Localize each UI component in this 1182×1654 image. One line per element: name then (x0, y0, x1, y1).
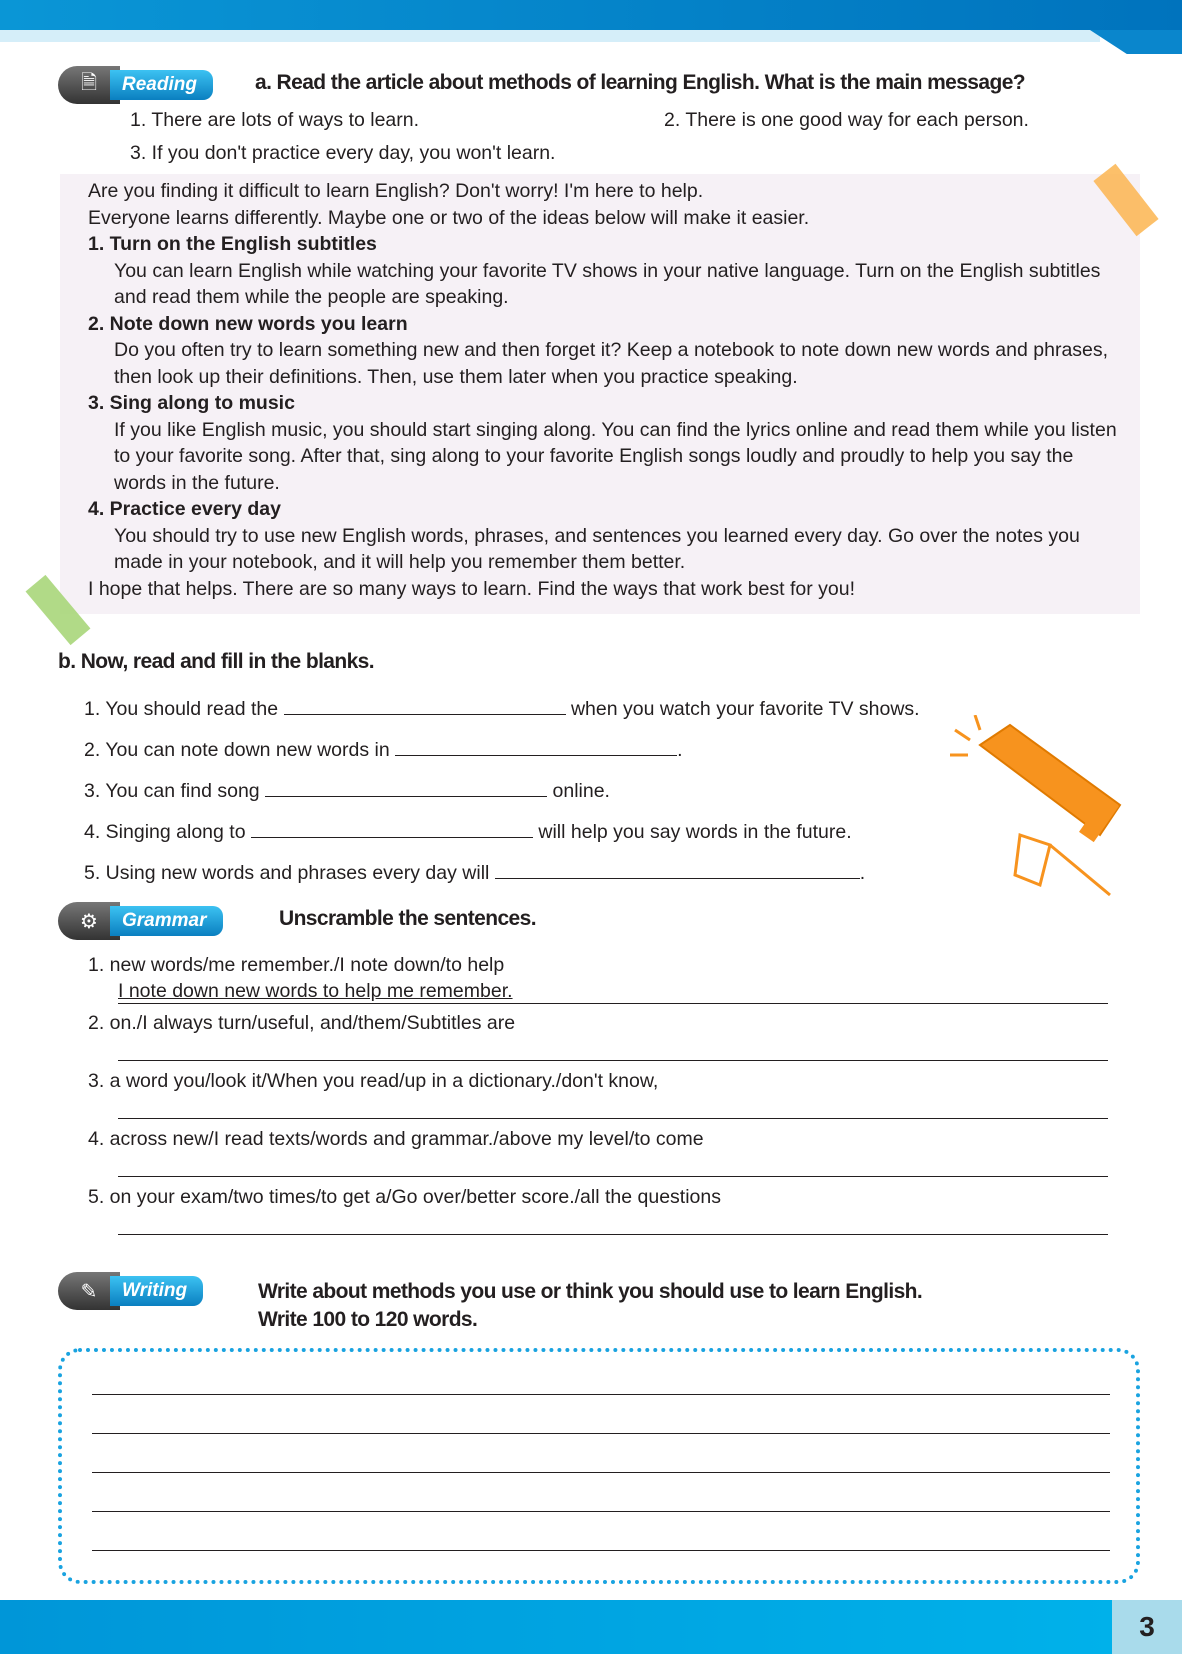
blank-input[interactable] (251, 820, 533, 838)
grammar-list (88, 952, 1108, 1242)
grammar-item: 4. across new/I read texts/words and grammar./above my level/to come (88, 1126, 1108, 1184)
blank-input[interactable] (284, 697, 566, 715)
top-corner (1090, 30, 1182, 54)
option-1: 1. There are lots of ways to learn. (130, 109, 420, 131)
fill-item: 5. Using new words and phrases every day will . (84, 862, 866, 884)
grammar-item: 1. new words/me remember./I note down/to help I note down new words to help me remember. (88, 952, 1108, 1010)
tip-body: If you like English music, you should start singing along. You can find the lyrics online and read them while you listen to your favorite song. After that, sing along to your favorite English songs loudly and proudly to help you say the words in the future. (114, 418, 1117, 494)
article-closing: I hope that helps. There are so many ways to learn. Find the ways that work best for you! (88, 577, 856, 600)
footer-band (0, 1600, 1112, 1654)
answer-line[interactable] (118, 1095, 1108, 1119)
grammar-badge-label: Grammar (110, 906, 223, 936)
tip-title: 4. Practice every day (88, 498, 281, 520)
fill-item: 4. Singing along to will help you say words in the future. (84, 821, 852, 843)
reading-badge-label: Reading (110, 70, 213, 100)
gears-icon: ⚙ (58, 902, 120, 940)
answer-line[interactable] (118, 1037, 1108, 1061)
top-strip (0, 30, 1100, 42)
tip-title: 3. Sing along to music (88, 392, 295, 414)
fill-list (84, 689, 920, 894)
blank-input[interactable] (265, 779, 547, 797)
blank-input[interactable] (395, 738, 677, 756)
fill-item: 1. You should read the when you watch your favorite TV shows. (84, 698, 920, 720)
reading-badge (58, 66, 213, 104)
megaphone-icon (950, 715, 1130, 910)
grammar-item: 3. a word you/look it/When you read/up in a dictionary./don't know, (88, 1068, 1108, 1126)
tip-body: You should try to use new English words, phrases, and sentences you learned every day. Go over the notes you made in your notebook, and it will help you remember them better. (114, 524, 1080, 573)
writing-line (92, 1433, 1110, 1434)
answer-line[interactable]: I note down new words to help me remember. (118, 979, 1108, 1004)
article (60, 174, 1140, 614)
fill-item: 3. You can find song online. (84, 780, 610, 802)
page-number: 3 (1112, 1600, 1182, 1654)
writing-instruction-2: Write 100 to 120 words. (258, 1308, 478, 1331)
grammar-instruction: Unscramble the sentences. (279, 907, 536, 930)
grammar-item: 2. on./I always turn/useful, and/them/Subtitles are (88, 1010, 1108, 1068)
writing-line (92, 1511, 1110, 1512)
grammar-item: 5. on your exam/two times/to get a/Go over/better score./all the questions (88, 1184, 1108, 1242)
writing-badge-label: Writing (110, 1276, 203, 1306)
tip-body: Do you often try to learn something new and then forget it? Keep a notebook to note down new words and phrases, then look up their definitions. Then, use them later when you practice speaking. (114, 339, 1109, 388)
top-banner (0, 0, 1182, 30)
article-intro-1: Are you finding it difficult to learn English? Don't worry! I'm here to help. (88, 180, 704, 202)
writing-line (92, 1550, 1110, 1551)
writing-badge (58, 1272, 203, 1310)
fill-item: 2. You can note down new words in . (84, 739, 683, 761)
option-3: 3. If you don't practice every day, you won't learn. (130, 142, 556, 164)
writing-instruction-1: Write about methods you use or think you should use to learn English. (258, 1280, 923, 1303)
reading-instruction: a. Read the article about methods of learning English. What is the main message? (255, 71, 1025, 94)
blank-input[interactable] (495, 861, 860, 879)
tip-body: You can learn English while watching your favorite TV shows in your native language. Turn on the English subtitles and read them while the people are speaking. (114, 259, 1101, 308)
pencil-icon: ✎ (58, 1272, 120, 1310)
tip-title: 2. Note down new words you learn (88, 312, 408, 335)
document-icon: 🗎 (58, 66, 120, 104)
answer-line[interactable] (118, 1211, 1108, 1235)
article-intro-2: Everyone learns differently. Maybe one or two of the ideas below will make it easier. (88, 206, 810, 229)
option-2: 2. There is one good way for each person. (664, 109, 1029, 131)
grammar-badge (58, 902, 223, 940)
writing-line (92, 1394, 1110, 1395)
tip-title: 1. Turn on the English subtitles (88, 233, 377, 255)
answer-line[interactable] (118, 1153, 1108, 1177)
writing-line (92, 1472, 1110, 1473)
writing-box[interactable] (58, 1348, 1140, 1584)
fill-instruction: b. Now, read and fill in the blanks. (58, 650, 374, 673)
